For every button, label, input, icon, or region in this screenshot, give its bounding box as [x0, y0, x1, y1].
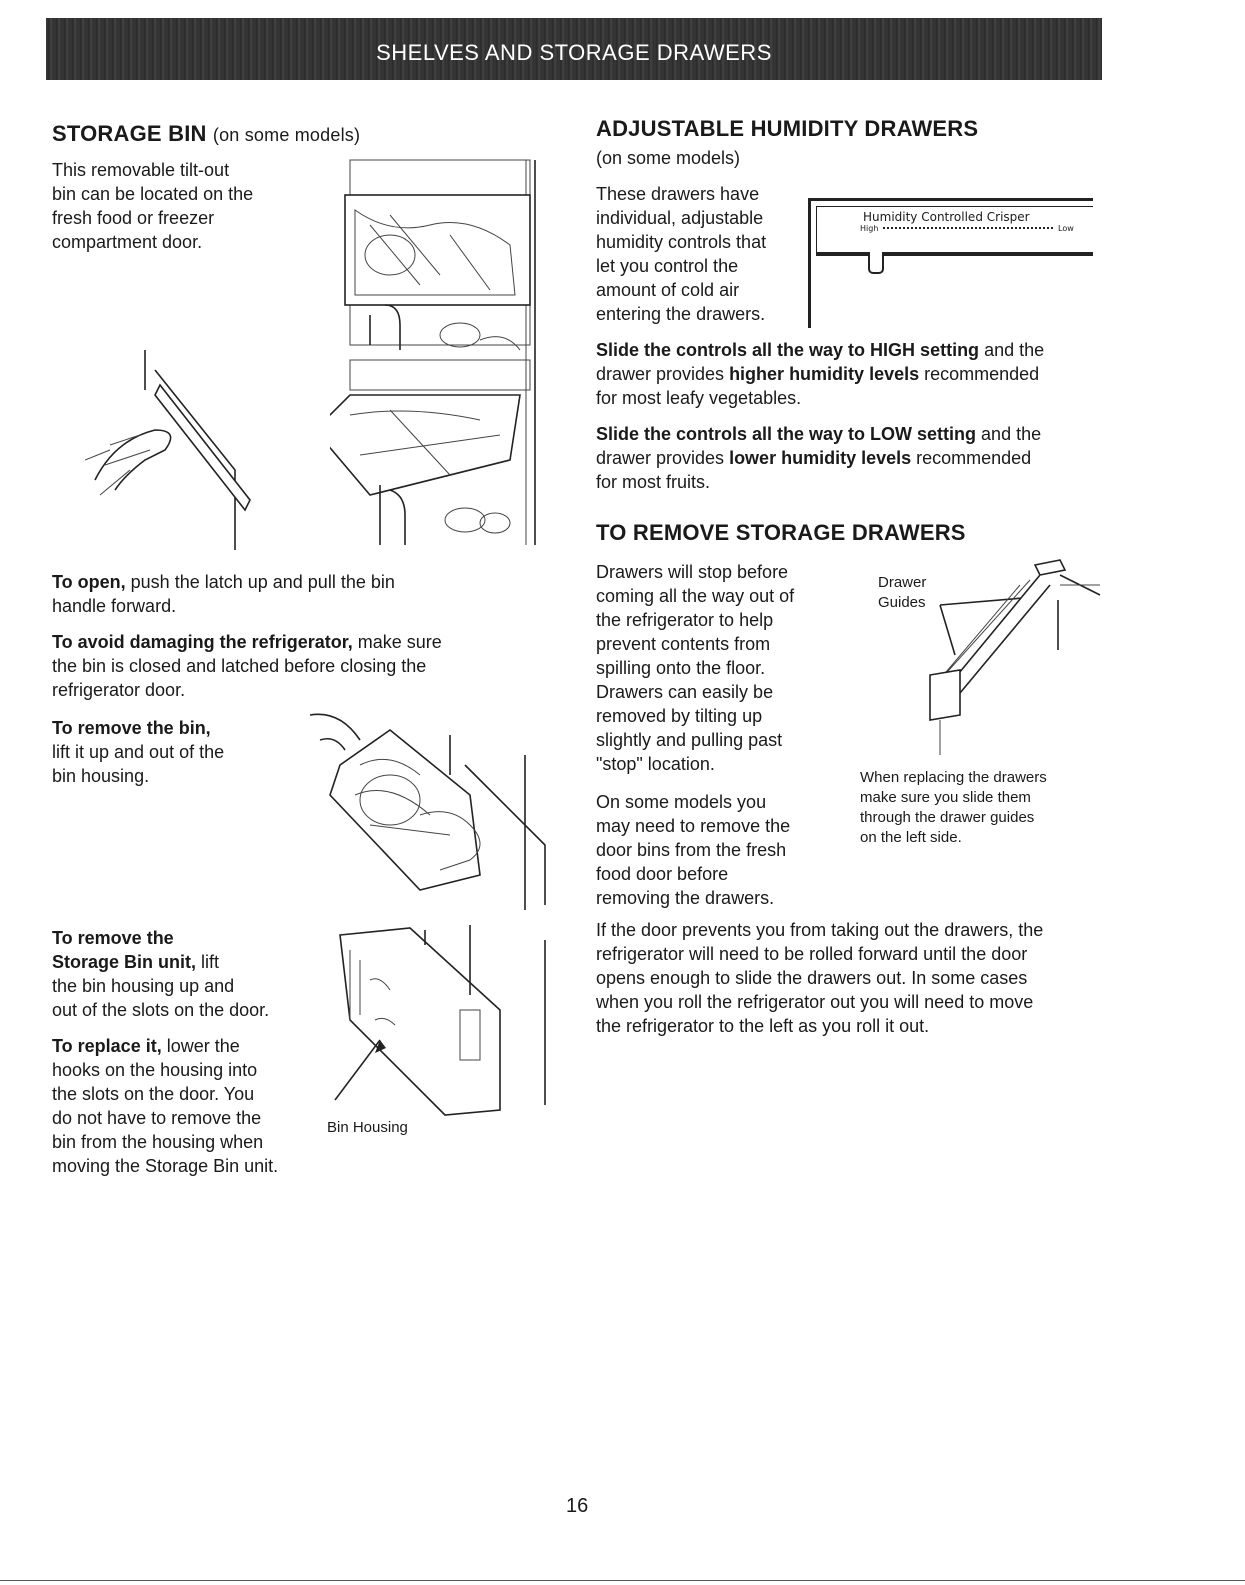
- replace-text: do not have to remove the: [52, 1108, 262, 1128]
- section-banner: [46, 18, 1102, 80]
- drawers-line: removed by tilting up: [596, 706, 763, 726]
- avoid-text: refrigerator door.: [52, 680, 186, 700]
- guide-note-line: through the drawer guides: [860, 809, 1035, 826]
- bin-housing-caption: Bin Housing: [327, 1119, 408, 1136]
- remove-bin-illustration: [300, 705, 560, 915]
- open-instructions: [52, 570, 512, 618]
- low-text: for most fruits.: [596, 472, 711, 492]
- storage-bin-note: (on some models): [212, 125, 361, 145]
- humidity-note: (on some models): [596, 148, 741, 168]
- door-line: If the door prevents you from taking out the drawers, the: [596, 920, 1044, 940]
- control-high-label: High: [860, 224, 879, 233]
- open-label: To open,: [52, 572, 126, 592]
- low-text: and the: [976, 424, 1042, 444]
- door-bins-line: removing the drawers.: [596, 888, 775, 908]
- remove-drawers-heading: TO REMOVE STORAGE DRAWERS: [596, 520, 966, 545]
- page-bottom-rule: [0, 1580, 1245, 1581]
- humidity-intro-line: individual, adjustable: [596, 208, 764, 228]
- replace-text: bin from the housing when: [52, 1132, 264, 1152]
- drawers-line: the refrigerator to help: [596, 610, 774, 630]
- intro-line: bin can be located on the: [52, 184, 254, 204]
- drawer-guides-label-line: Guides: [878, 594, 926, 611]
- low-bold: Slide the controls all the way to LOW setting: [596, 424, 977, 444]
- humidity-heading: ADJUSTABLE HUMIDITY DRAWERS: [596, 116, 979, 141]
- high-text: drawer provides: [596, 364, 730, 384]
- avoid-damage-instructions: [52, 630, 522, 702]
- page-number: 16: [566, 1495, 589, 1517]
- drawers-line: prevent contents from: [596, 634, 771, 654]
- banner-title: SHELVES AND STORAGE DRAWERS: [376, 40, 772, 65]
- replace-text: moving the Storage Bin unit.: [52, 1156, 279, 1176]
- high-setting-instructions: [596, 338, 1116, 410]
- control-low-label: Low: [1058, 224, 1074, 233]
- remove-unit-text: lift: [196, 952, 220, 972]
- control-slider[interactable]: [868, 252, 884, 274]
- open-text: handle forward.: [52, 596, 177, 616]
- remove-bin-label: To remove the bin,: [52, 718, 211, 738]
- guide-note-line: on the left side.: [860, 829, 962, 846]
- door-bins-line: door bins from the fresh: [596, 840, 787, 860]
- humidity-intro: [596, 182, 766, 326]
- low-text: recommended: [911, 448, 1032, 468]
- replace-label: To replace it,: [52, 1036, 162, 1056]
- bin-housing-illustration: [320, 920, 560, 1120]
- guide-note-line: make sure you slide them: [860, 789, 1031, 806]
- avoid-text: the bin is closed and latched before closing the: [52, 656, 427, 676]
- replace-text: hooks on the housing into: [52, 1060, 258, 1080]
- drawer-guides-illustration: [920, 555, 1105, 760]
- low-bold: lower humidity levels: [729, 448, 912, 468]
- remove-drawers-text: [596, 560, 794, 776]
- remove-unit-label: To remove the: [52, 928, 174, 948]
- door-line: opens enough to slide the drawers out. In some cases: [596, 968, 1028, 988]
- remove-bin-text: bin housing.: [52, 766, 150, 786]
- guide-note-line: When replacing the drawers: [860, 769, 1047, 786]
- door-bins-line: On some models you: [596, 792, 767, 812]
- drawers-line: slightly and pulling past: [596, 730, 783, 750]
- high-text: recommended: [919, 364, 1040, 384]
- door-bin-illustration: [330, 155, 545, 550]
- low-text: drawer provides: [596, 448, 730, 468]
- remove-bin-instructions: [52, 716, 224, 788]
- remove-unit-label: Storage Bin unit,: [52, 952, 196, 972]
- humidity-intro-line: humidity controls that: [596, 232, 767, 252]
- humidity-intro-line: let you control the: [596, 256, 739, 276]
- replace-text: lower the: [161, 1036, 240, 1056]
- low-setting-instructions: [596, 422, 1116, 494]
- storage-bin-heading: [52, 121, 360, 147]
- avoid-text: make sure: [352, 632, 442, 652]
- drawers-line: spilling onto the floor.: [596, 658, 766, 678]
- door-line: refrigerator will need to be rolled forward until the door: [596, 944, 1028, 964]
- drawers-line: Drawers will stop before: [596, 562, 789, 582]
- avoid-label: To avoid damaging the refrigerator,: [52, 632, 353, 652]
- humidity-control-illustration: [808, 198, 1093, 328]
- remove-unit-text: the bin housing up and: [52, 976, 235, 996]
- replace-text: the slots on the door. You: [52, 1084, 255, 1104]
- high-bold: higher humidity levels: [729, 364, 920, 384]
- drawer-guides-note: [860, 768, 1047, 848]
- high-bold: Slide the controls all the way to HIGH setting: [596, 340, 980, 360]
- door-bins-line: food door before: [596, 864, 729, 884]
- remove-door-bins-text: [596, 790, 790, 910]
- replace-unit-instructions: [52, 1034, 278, 1178]
- control-dots: [883, 227, 1053, 229]
- control-title: Humidity Controlled Crisper: [863, 210, 1030, 224]
- high-text: and the: [979, 340, 1045, 360]
- door-prevents-text: [596, 918, 1043, 1038]
- intro-line: compartment door.: [52, 232, 203, 252]
- storage-bin-title: STORAGE BIN: [52, 121, 207, 146]
- drawers-line: "stop" location.: [596, 754, 715, 774]
- remove-unit-text: out of the slots on the door.: [52, 1000, 270, 1020]
- door-line: the refrigerator to the left as you roll it out.: [596, 1016, 930, 1036]
- door-line: when you roll the refrigerator out you will need to move: [596, 992, 1034, 1012]
- latch-illustration: [85, 350, 255, 550]
- remove-unit-instructions: [52, 926, 269, 1022]
- door-bins-line: may need to remove the: [596, 816, 791, 836]
- drawer-guides-label-line: Drawer: [878, 574, 927, 591]
- drawers-line: coming all the way out of: [596, 586, 795, 606]
- open-text: push the latch up and pull the bin: [125, 572, 395, 592]
- intro-line: fresh food or freezer: [52, 208, 215, 228]
- drawers-line: Drawers can easily be: [596, 682, 774, 702]
- intro-line: This removable tilt-out: [52, 160, 230, 180]
- humidity-intro-line: entering the drawers.: [596, 304, 766, 324]
- high-text: for most leafy vegetables.: [596, 388, 802, 408]
- humidity-intro-line: These drawers have: [596, 184, 760, 204]
- remove-bin-text: lift it up and out of the: [52, 742, 225, 762]
- humidity-intro-line: amount of cold air: [596, 280, 740, 300]
- storage-bin-intro: [52, 158, 253, 254]
